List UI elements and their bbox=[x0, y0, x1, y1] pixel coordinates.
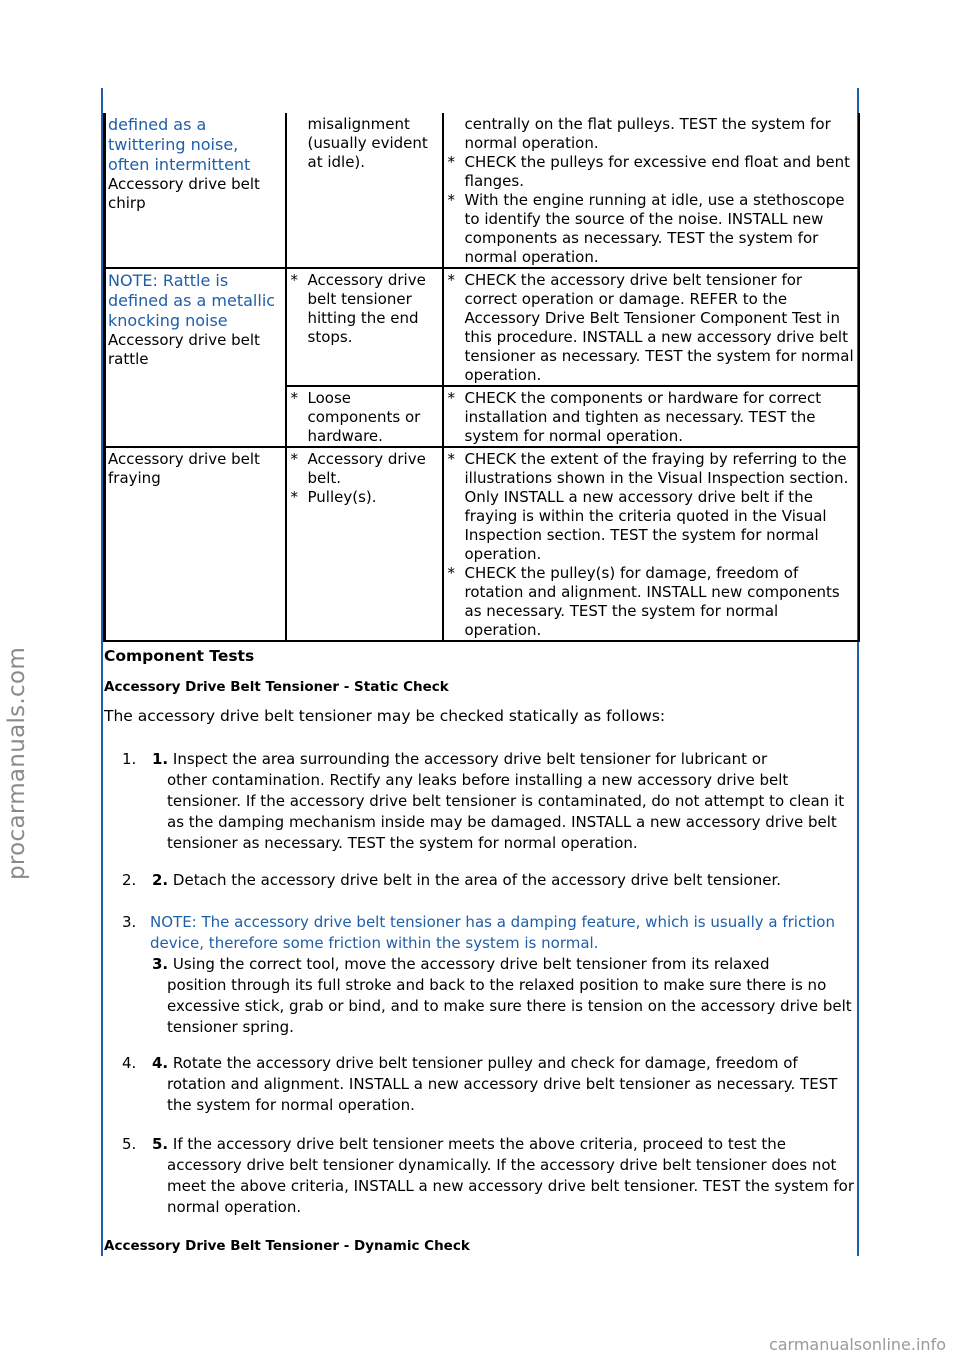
symptom-cell bbox=[105, 113, 286, 268]
subsection-heading: Accessory Drive Belt Tensioner - Static Check bbox=[104, 679, 449, 695]
step-item bbox=[104, 870, 856, 891]
symptom-text: Accessory drive belt rattle bbox=[108, 331, 260, 368]
step-item bbox=[104, 1134, 856, 1218]
table-row bbox=[105, 447, 859, 641]
symptom-text: Accessory drive belt chirp bbox=[108, 175, 260, 212]
next-subsection-heading: Accessory Drive Belt Tensioner - Dynamic Check bbox=[104, 1238, 470, 1254]
cause-cell bbox=[286, 386, 443, 447]
step-number: 1. bbox=[122, 750, 137, 768]
action-item: * CHECK the extent of the fraying by referring to the illustrations shown in the Visual Inspection section. Only INSTALL a new accessory drive belt if the fraying is within the criteria quoted in the Visual Inspection section. TEST the system for normal operation. bbox=[447, 450, 849, 563]
step-item bbox=[104, 1053, 856, 1116]
step-number: 4. bbox=[122, 1054, 137, 1072]
cause-cell bbox=[286, 447, 443, 641]
step-number: 2. bbox=[122, 871, 137, 889]
symptom-note: defined as a twittering noise, often intermittent bbox=[108, 115, 251, 174]
symptom-note: NOTE: Rattle is defined as a metallic knocking noise bbox=[108, 271, 276, 330]
cause-cell bbox=[286, 268, 443, 386]
step-number: 5. bbox=[122, 1135, 137, 1153]
action-item: * CHECK the accessory drive belt tensioner for correct operation or damage. REFER to the Accessory Drive Belt Tensioner Component Test in this procedure. INSTALL a new accessory drive belt tensioner as necessary. TEST the system for normal operation. bbox=[447, 271, 854, 384]
table-row bbox=[105, 113, 859, 268]
table-row bbox=[105, 268, 859, 386]
bottom-watermark: carmanualsonline.info bbox=[768, 1335, 946, 1354]
step-body: 5. If the accessory drive belt tensioner meets the above criteria, proceed to test the accessory drive belt tensioner dynamically. If the accessory drive belt tensioner does not meet the above criteria, INSTALL a new accessory drive belt tensioner. TEST the system for normal operation. bbox=[152, 1135, 855, 1216]
step-item bbox=[104, 912, 856, 1038]
symptom-cell bbox=[105, 447, 286, 641]
step-item bbox=[104, 749, 856, 854]
action-item: * With the engine running at idle, use a stethoscope to identify the source of the noise. INSTALL new components as necessary. TEST the system for normal operation. bbox=[447, 191, 845, 266]
step-number: 3. bbox=[122, 913, 137, 931]
step-body: NOTE: The accessory drive belt tensioner has a damping feature, which is usually a friction device, therefore some friction within the system is normal. 3. Using the correct tool, move the accessory drive belt tensioner from its relaxed position through its full stroke and back to the relaxed position to make sure there is no excessive stick, grab or bind, and to make sure there is tension on the accessory drive belt tensioner spring. bbox=[152, 912, 856, 1038]
action-item: * CHECK the components or hardware for correct installation and tighten as necessary. TEST the system for normal operation. bbox=[447, 389, 822, 445]
cause-item: * Accessory drive belt. bbox=[290, 450, 426, 487]
action-item: * CHECK the pulleys for excessive end float and bent flanges. bbox=[447, 153, 850, 190]
step-body: 2. Detach the accessory drive belt in the area of the accessory drive belt tensioner. bbox=[152, 871, 782, 889]
section-heading: Component Tests bbox=[104, 647, 255, 665]
symptom-cell bbox=[105, 268, 286, 447]
step-note: NOTE: The accessory drive belt tensioner has a damping feature, which is usually a friction device, therefore some friction within the system is normal. bbox=[150, 913, 835, 952]
cause-cell bbox=[286, 113, 443, 268]
step-body: 4. Rotate the accessory drive belt tensioner pulley and check for damage, freedom of rotation and alignment. INSTALL a new accessory drive belt tensioner as necessary. TEST the system for normal operation. bbox=[152, 1054, 838, 1114]
action-cell bbox=[443, 447, 859, 641]
action-item: centrally on the flat pulleys. TEST the system for normal operation. bbox=[464, 115, 831, 152]
cause-item: * Loose components or hardware. bbox=[290, 389, 421, 445]
symptom-text: Accessory drive belt fraying bbox=[108, 450, 260, 487]
action-item: * CHECK the pulley(s) for damage, freedom of rotation and alignment. INSTALL new components as necessary. TEST the system for normal operation. bbox=[447, 564, 840, 639]
symptom-chart-table bbox=[103, 113, 860, 642]
intro-text: The accessory drive belt tensioner may be checked statically as follows: bbox=[104, 707, 666, 725]
action-cell bbox=[443, 268, 859, 386]
cause-item: * Pulley(s). bbox=[290, 488, 377, 506]
cause-item: * Accessory drive belt tensioner hitting the end stops. bbox=[290, 271, 426, 346]
side-watermark: procarmanuals.com bbox=[4, 646, 30, 880]
action-cell bbox=[443, 386, 859, 447]
action-cell bbox=[443, 113, 859, 268]
step-body: 1. Inspect the area surrounding the accessory drive belt tensioner for lubricant or other contamination. Rectify any leaks before installing a new accessory drive belt tensioner. If the accessory drive belt tensioner is contaminated, do not attempt to clean it as the damping mechanism inside may be damaged. INSTALL a new accessory drive belt tensioner as necessary. TEST the system for normal operation. bbox=[152, 750, 845, 852]
cause-item: misalignment (usually evident at idle). bbox=[307, 115, 428, 171]
